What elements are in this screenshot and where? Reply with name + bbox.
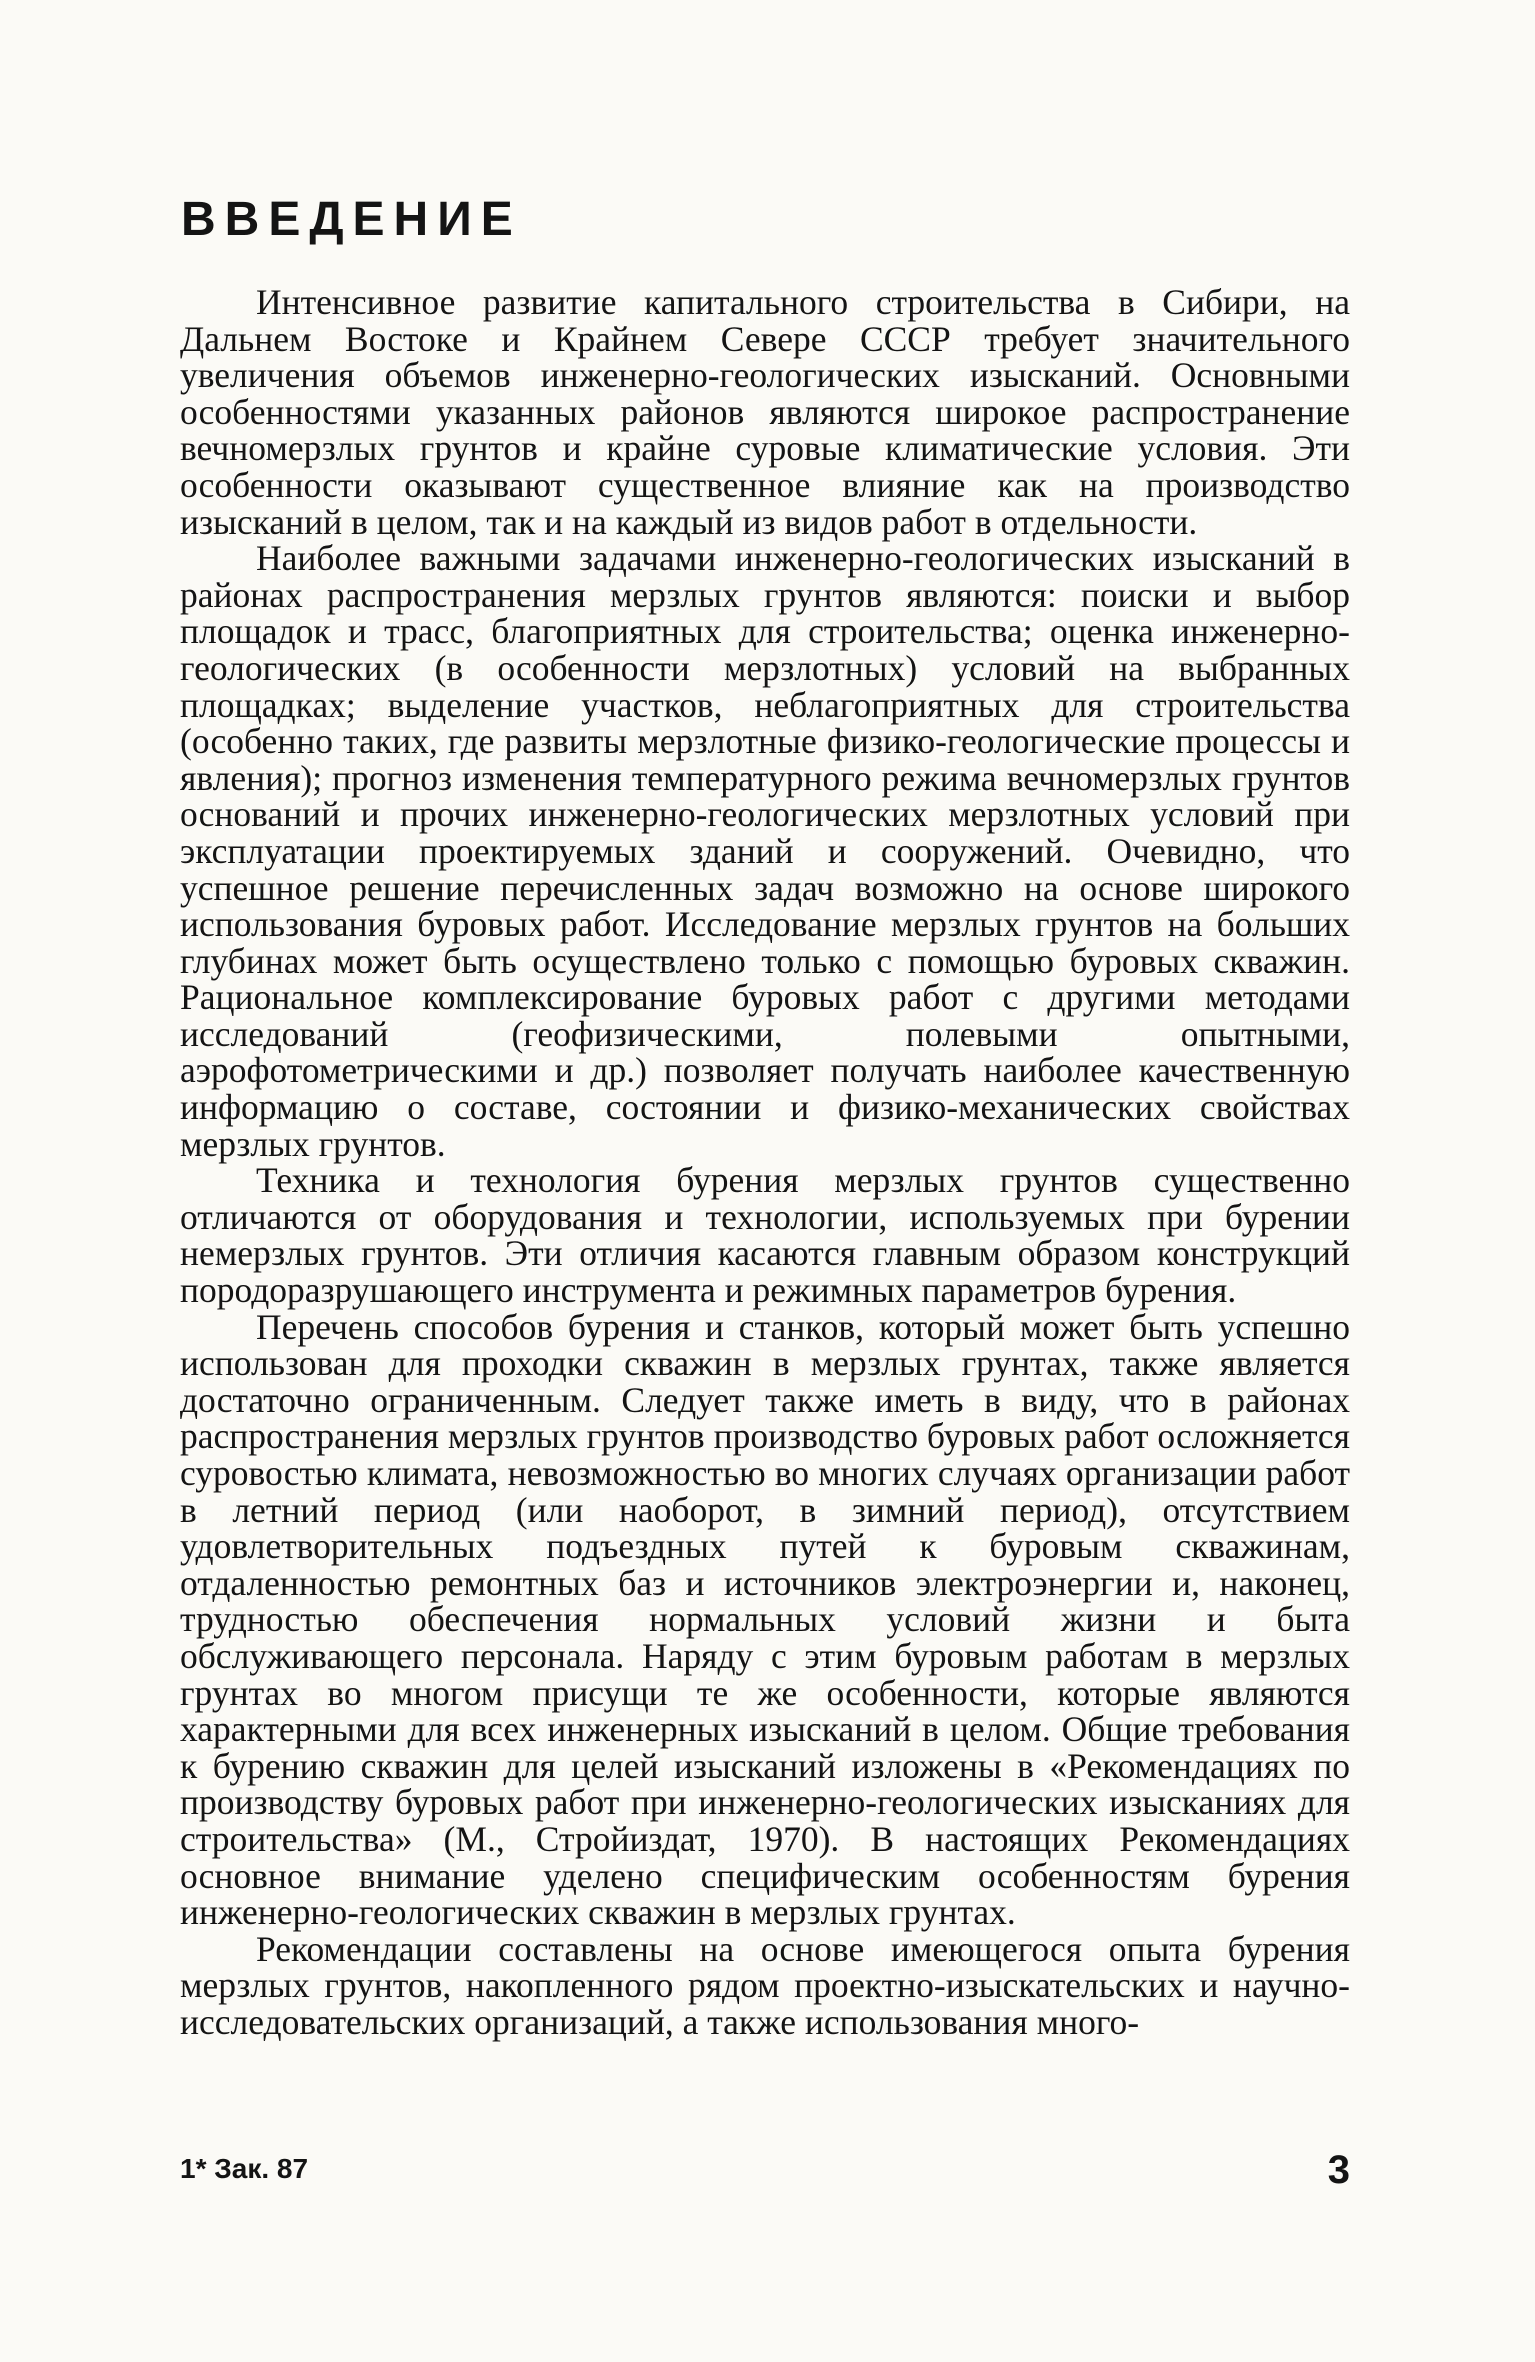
page-heading: ВВЕДЕНИЕ: [181, 193, 522, 246]
body-text: [180, 284, 1350, 2041]
paragraph-intro: Интенсивное развитие капитального строительства в Сибири, на Дальнем Востоке и Крайнем Севере СССР требует значительного увеличения объемов инженерно-геологических изысканий. Основными особенностями указанных районов являются широкое распространение вечномерзлых грунтов и крайне суровые климатические условия. Эти особенности оказывают существенное влияние как на производство изысканий в целом, так и на каждый из видов работ в отдельности.: [180, 282, 1350, 542]
paragraph-methods: Перечень способов бурения и станков, который может быть успешно использован для проходки скважин в мерзлых грунтах, также является достаточно ограниченным. Следует также иметь в виду, что в районах распространения мерзлых грунтов производство буровых работ осложняется суровостью климата, невозможностью во многих случаях организации работ в летний период (или наоборот, в зимний период), отсутствием удовлетворительных подъездных путей к буровым скважинам, отдаленностью ремонтных баз и источников электроэнергии и, наконец, трудностью обеспечения нормальных условий жизни и быта обслуживающего персонала. Наряду с этим буровым работам в мерзлых грунтах во многом присущи те же особенности, которые являются характерными для всех инженерных изысканий в целом. Общие требования к бурению скважин для целей изысканий изложены в «Рекомендациях по производству буровых работ при инженерно-геологических изысканиях для строительства» (М., Стройиздат, 1970). В настоящих Рекомендациях основное внимание уделено специфическим особенностям бурения инженерно-геологических скважин в мерзлых грунтах.: [180, 1306, 1350, 1933]
paragraph-technique: Техника и технология бурения мерзлых грунтов существенно отличаются от оборудования и технологии, используемых при бурении немерзлых грунтов. Эти отличия касаются главным образом конструкций породоразрушающего инструмента и режимных параметров бурения.: [180, 1160, 1350, 1311]
printing-signature: 1* Зак. 87: [180, 2153, 309, 2184]
paragraph-recommendations: Рекомендации составлены на основе имеющегося опыта бурения мерзлых грунтов, накопленного рядом проектно-изыскательских и научно-исследовательских организаций, а также использования много-: [180, 1928, 1350, 2042]
page-number: 3: [1327, 2148, 1350, 2192]
paragraph-tasks: Наиболее важными задачами инженерно-геологических изысканий в районах распространения мерзлых грунтов являются: поиски и выбор площадок и трасс, благоприятных для строительства; оценка инженерно-геологических (в особенности мерзлотных) условий на выбранных площадках; выделение участков, неблагоприятных для строительства (особенно таких, где развиты мерзлотные физико-геологические процессы и явления); прогноз изменения температурного режима вечномерзлых грунтов оснований и прочих инженерно-геологических мерзлотных условий при эксплуатации проектируемых зданий и сооружений. Очевидно, что успешное решение перечисленных задач возможно на основе широкого использования буровых работ. Исследование мерзлых грунтов на больших глубинах может быть осуществлено только с помощью буровых скважин. Рациональное комплексирование буровых работ с другими методами исследований (геофизическими, полевыми опытными, аэрофотометрическими и др.) позволяет получать наиболее качественную информацию о составе, состоянии и физико-механических свойствах мерзлых грунтов.: [180, 538, 1350, 1164]
